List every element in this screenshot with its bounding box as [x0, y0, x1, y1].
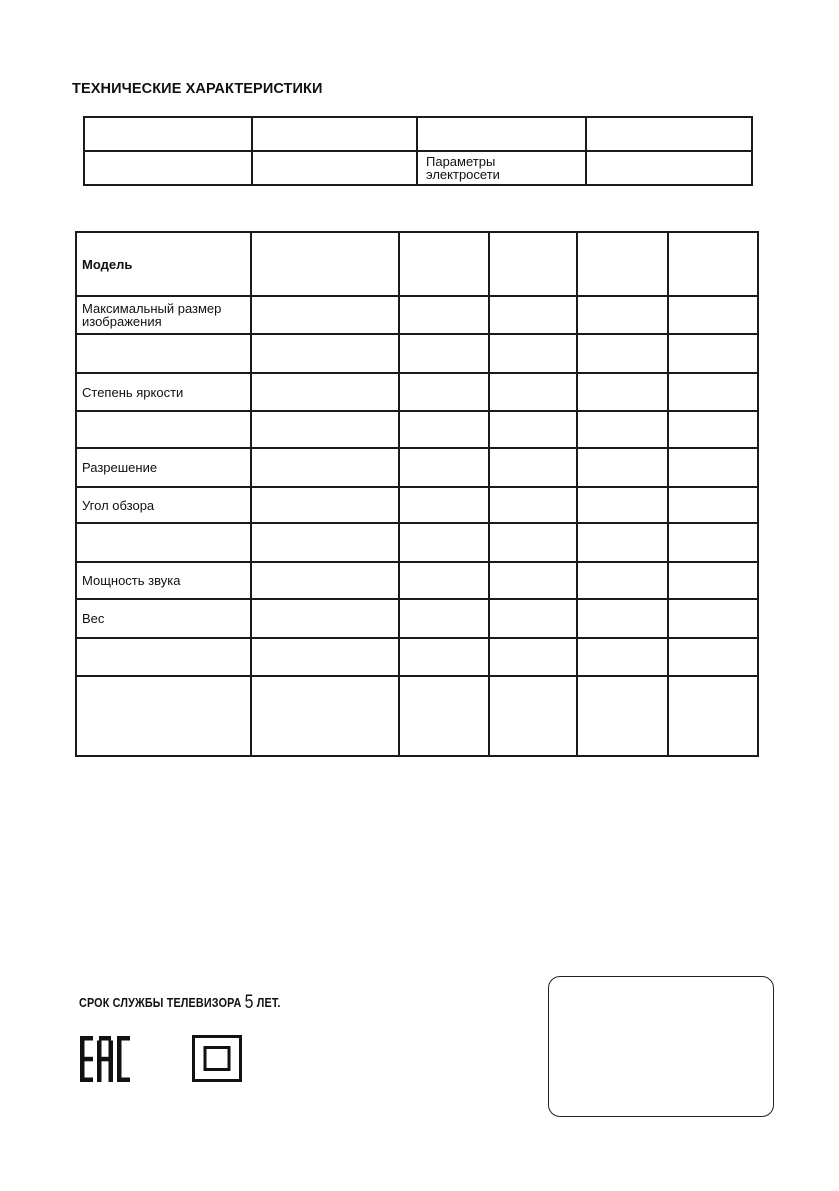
spec-value-cell	[399, 334, 489, 373]
spec-value-cell	[577, 676, 668, 756]
table-row	[76, 487, 758, 523]
spec-label-cell: Мощность звука	[76, 562, 251, 599]
spec-value-cell	[399, 487, 489, 523]
spec-value-cell	[577, 232, 668, 296]
spec-value-cell	[251, 448, 399, 487]
spec-value-cell	[489, 599, 577, 638]
table-row	[76, 411, 758, 448]
table-row	[76, 373, 758, 411]
table-row	[76, 638, 758, 676]
spec-value-cell	[489, 373, 577, 411]
table-cell	[252, 151, 417, 185]
table-row	[76, 334, 758, 373]
spec-value-cell	[399, 562, 489, 599]
table-row	[76, 448, 758, 487]
spec-value-cell	[399, 638, 489, 676]
table-row	[76, 296, 758, 334]
service-life-note	[79, 992, 281, 1014]
spec-value-cell	[489, 448, 577, 487]
mains-parameters-cell: Параметры электросети	[417, 151, 586, 185]
power-table	[83, 116, 753, 186]
spec-value-cell	[668, 334, 758, 373]
spec-value-cell	[251, 296, 399, 334]
eac-mark-icon	[80, 1036, 130, 1082]
spec-value-cell	[668, 232, 758, 296]
spec-value-cell	[577, 448, 668, 487]
spec-value-cell	[399, 676, 489, 756]
table-row	[76, 232, 758, 296]
spec-value-cell	[399, 373, 489, 411]
spec-value-cell	[577, 523, 668, 562]
spec-label-cell: Модель	[76, 232, 251, 296]
spec-value-cell	[399, 411, 489, 448]
spec-value-cell	[489, 334, 577, 373]
table-cell	[252, 117, 417, 151]
spec-value-cell	[489, 562, 577, 599]
table-row	[76, 523, 758, 562]
spec-value-cell	[668, 373, 758, 411]
spec-label-cell	[76, 334, 251, 373]
table-cell	[586, 117, 752, 151]
spec-value-cell	[399, 448, 489, 487]
spec-value-cell	[577, 487, 668, 523]
spec-label-cell	[76, 676, 251, 756]
spec-value-cell	[251, 562, 399, 599]
table-cell	[586, 151, 752, 185]
table-row	[76, 676, 758, 756]
table-cell	[84, 117, 252, 151]
spec-value-cell	[489, 232, 577, 296]
spec-value-cell	[668, 487, 758, 523]
spec-value-cell	[577, 411, 668, 448]
spec-value-cell	[399, 599, 489, 638]
spec-value-cell	[489, 638, 577, 676]
spec-value-cell	[251, 676, 399, 756]
service-life-prefix: СРОК СЛУЖБЫ ТЕЛЕВИЗОРА	[79, 995, 242, 1010]
spec-value-cell	[577, 562, 668, 599]
spec-value-cell	[251, 523, 399, 562]
spec-value-cell	[489, 296, 577, 334]
spec-value-cell	[577, 599, 668, 638]
spec-label-cell	[76, 411, 251, 448]
spec-value-cell	[577, 296, 668, 334]
table-row	[76, 562, 758, 599]
spec-value-cell	[251, 487, 399, 523]
spec-label-cell	[76, 638, 251, 676]
spec-value-cell	[489, 523, 577, 562]
spec-value-cell	[251, 411, 399, 448]
spec-value-cell	[668, 599, 758, 638]
spec-value-cell	[251, 334, 399, 373]
spec-value-cell	[251, 638, 399, 676]
table-row	[84, 151, 752, 185]
spec-label-cell: Угол обзора	[76, 487, 251, 523]
service-life-suffix: ЛЕТ.	[256, 995, 281, 1010]
spec-value-cell	[668, 411, 758, 448]
spec-value-cell	[399, 232, 489, 296]
spec-value-cell	[489, 411, 577, 448]
spec-label-cell: Разрешение	[76, 448, 251, 487]
spec-label-cell: Максимальный размер изображения	[76, 296, 251, 334]
spec-value-cell	[577, 373, 668, 411]
spec-value-cell	[668, 523, 758, 562]
spec-value-cell	[489, 676, 577, 756]
spec-value-cell	[399, 296, 489, 334]
spec-value-cell	[668, 562, 758, 599]
spec-value-cell	[251, 373, 399, 411]
service-life-years: 5	[244, 992, 254, 1013]
table-row	[84, 117, 752, 151]
spec-value-cell	[668, 638, 758, 676]
spec-value-cell	[251, 599, 399, 638]
stamp-box	[548, 976, 774, 1117]
spec-value-cell	[577, 334, 668, 373]
spec-label-cell: Степень яркости	[76, 373, 251, 411]
spec-value-cell	[668, 448, 758, 487]
table-row	[76, 599, 758, 638]
spec-value-cell	[489, 487, 577, 523]
spec-value-cell	[668, 676, 758, 756]
double-insulation-icon	[192, 1035, 242, 1082]
spec-value-cell	[668, 296, 758, 334]
page-title: ТЕХНИЧЕСКИЕ ХАРАКТЕРИСТИКИ	[72, 81, 323, 97]
spec-table	[75, 231, 759, 757]
spec-value-cell	[251, 232, 399, 296]
spec-label-cell: Вес	[76, 599, 251, 638]
spec-value-cell	[399, 523, 489, 562]
spec-label-cell	[76, 523, 251, 562]
table-cell	[84, 151, 252, 185]
spec-value-cell	[577, 638, 668, 676]
table-cell	[417, 117, 586, 151]
